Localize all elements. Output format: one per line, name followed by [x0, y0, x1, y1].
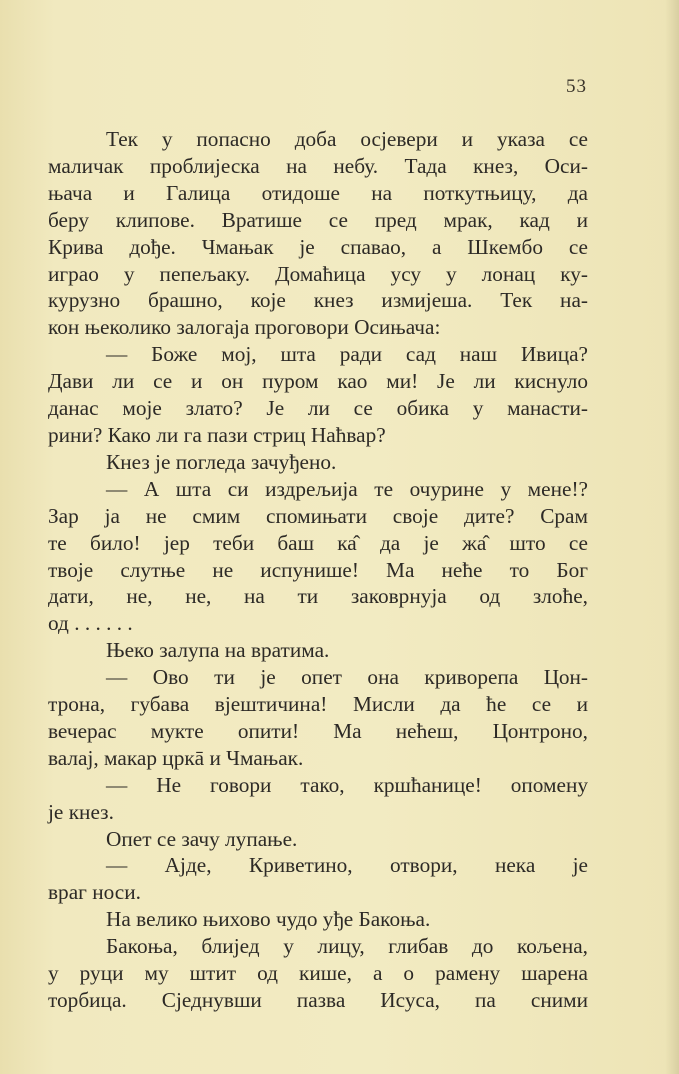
- text-line: — Ово ти је опет она криворепа Цон-: [106, 665, 588, 690]
- text-line: На велико њихово чудо уђе Бакоња.: [106, 907, 431, 932]
- text-line: беру клипове. Вратише се пред мрак, кад и: [48, 207, 588, 232]
- text-line: валај, макар цркā и Чмањак.: [48, 745, 304, 770]
- text-line: торбица. Сједнувши пазва Исуса, па сними: [48, 988, 588, 1012]
- text-line: играо у пепељаку. Домаћица усу у лонац ку-: [48, 261, 588, 286]
- text-line: данас моје злато? Је ли се обика у манасти-: [48, 396, 588, 421]
- text-line: — Боже мој, шта ради сад наш Ивица?: [106, 342, 588, 367]
- text-line: — А шта си издрељија те очурине у мене!?: [106, 476, 588, 501]
- text-line: вечерас мукте опити! Ма нећеш, Цонтроно,: [48, 718, 588, 743]
- text-line: маличак проблијеска на небу. Тада кнез, Оси-: [48, 153, 588, 178]
- text-line: Тек у попасно доба осјевери и указа се: [106, 127, 588, 151]
- text-line: Њеко залупа на вратима.: [106, 638, 330, 663]
- text-line: рини? Како ли га пази стриц Наћвар?: [48, 422, 386, 447]
- text-line: твоје слутње не испунише! Ма неће то Бог: [48, 557, 588, 582]
- page-number: 53: [566, 76, 587, 97]
- text-line: дати, не, не, на ти заковрнуја од злоће,: [48, 584, 588, 609]
- page-edge-shadow: [665, 0, 679, 1074]
- text-line: враг носи.: [48, 880, 141, 905]
- text-line: Дави ли се и он пуром као ми! Је ли киснуло: [48, 369, 588, 394]
- text-line: Зар ја не смим спомињати своје дите? Срам: [48, 503, 588, 528]
- text-line: трона, губава вјештичина! Мисли да ће се и: [48, 692, 588, 717]
- page-text: [48, 126, 588, 1014]
- text-line: — Не говори тако, кршћанице! опомену: [106, 772, 588, 797]
- text-line: те било! јер теби баш ка̂ да је жа̂ што се: [48, 530, 588, 555]
- text-line: — Ајде, Криветино, отвори, нека је: [106, 853, 588, 878]
- text-line: Бакоња, блијед у лицу, глибав до кољена,: [106, 934, 588, 959]
- text-line: курузно брашно, које кнез измијеша. Тек на-: [48, 288, 588, 313]
- text-line: од . . . . . .: [48, 611, 133, 636]
- text-line: Крива дође. Чмањак је спавао, а Шкембо се: [48, 234, 588, 259]
- text-line: њача и Галица отидоше на поткутњицу, да: [48, 180, 588, 205]
- text-line: кон њеколико залогаја проговори Осињача:: [48, 315, 441, 340]
- text-line: у руци му штит од кише, а о рамену шарена: [48, 961, 588, 986]
- text-line: Кнез је погледа зачуђено.: [106, 449, 337, 474]
- text-line: је кнез.: [48, 799, 114, 824]
- text-line: Опет се зачу лупање.: [106, 826, 298, 851]
